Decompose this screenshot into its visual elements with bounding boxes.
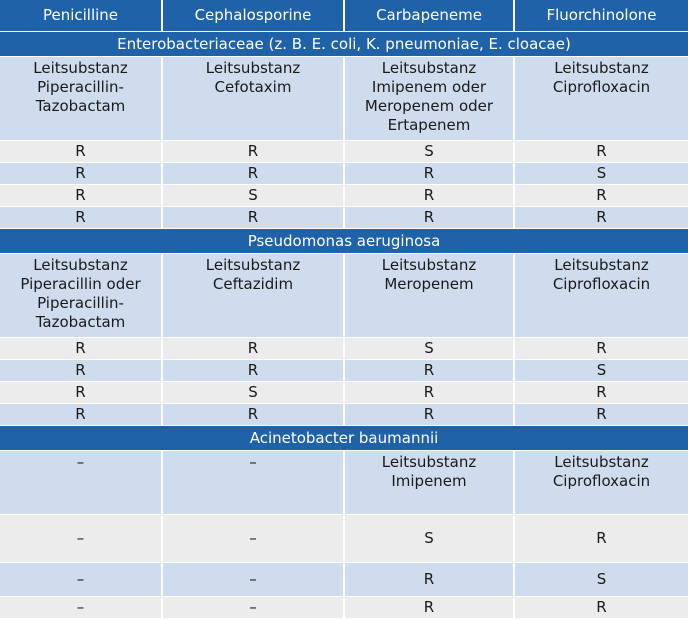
table-row [0, 360, 688, 382]
lead-substance-line: Meropenem [384, 275, 474, 293]
lead-substance-penicilline [0, 57, 162, 141]
lead-substance-penicilline [0, 451, 162, 515]
cell-penicilline: R [0, 141, 162, 163]
column-header-cephalosporine: Cephalosporine [162, 0, 344, 32]
table-row [0, 163, 688, 185]
cell-carbapeneme: S [344, 141, 514, 163]
cell-penicilline: R [0, 207, 162, 229]
cell-cephalosporine: R [162, 163, 344, 185]
cell-penicilline: R [0, 338, 162, 360]
lead-substance-line: Imipenem oder [371, 78, 487, 96]
table-row [0, 597, 688, 619]
lead-substance-line: – [76, 453, 85, 471]
cell-fluorchinolone: R [514, 597, 688, 619]
cell-carbapeneme: R [344, 563, 514, 597]
cell-carbapeneme: R [344, 163, 514, 185]
cell-fluorchinolone: S [514, 360, 688, 382]
section-title: Pseudomonas aeruginosa [0, 229, 688, 254]
cell-carbapeneme: S [344, 338, 514, 360]
lead-substance-fluorchinolone [514, 451, 688, 515]
cell-carbapeneme: R [344, 185, 514, 207]
header-row [0, 0, 688, 32]
cell-cephalosporine: – [162, 515, 344, 563]
table-row [0, 515, 688, 563]
lead-substance-line: Leitsubstanz [554, 256, 649, 274]
lead-substance-cephalosporine [162, 451, 344, 515]
lead-substance-cephalosporine [162, 254, 344, 338]
lead-substance-fluorchinolone [514, 254, 688, 338]
lead-substance-line: Leitsubstanz [381, 59, 477, 77]
lead-substance-row [0, 57, 688, 141]
lead-substance-line: Imipenem [391, 472, 467, 490]
cell-carbapeneme: R [344, 597, 514, 619]
lead-substance-row [0, 254, 688, 338]
cell-carbapeneme: R [344, 404, 514, 426]
lead-substance-line: Ceftazidim [212, 275, 294, 293]
section-header [0, 229, 688, 254]
lead-substance-carbapeneme [344, 57, 514, 141]
cell-fluorchinolone: S [514, 563, 688, 597]
cell-penicilline: R [0, 404, 162, 426]
cell-fluorchinolone: S [514, 163, 688, 185]
cell-fluorchinolone: R [514, 382, 688, 404]
cell-carbapeneme: R [344, 207, 514, 229]
lead-substance-line: Leitsubstanz [205, 256, 301, 274]
lead-substance-penicilline [0, 254, 162, 338]
section-header [0, 32, 688, 57]
table-row [0, 207, 688, 229]
cell-fluorchinolone: R [514, 404, 688, 426]
cell-fluorchinolone: R [514, 141, 688, 163]
cell-cephalosporine: R [162, 404, 344, 426]
lead-substance-line: Leitsubstanz [205, 59, 301, 77]
lead-substance-line: Ertapenem [387, 116, 471, 134]
lead-substance-carbapeneme [344, 451, 514, 515]
table-row [0, 338, 688, 360]
lead-substance-line: Tazobactam [35, 313, 126, 331]
lead-substance-line: Ciprofloxacin [552, 275, 651, 293]
section-header [0, 426, 688, 451]
lead-substance-row [0, 451, 688, 515]
lead-substance-cephalosporine [162, 57, 344, 141]
lead-substance-line: Leitsubstanz [381, 256, 477, 274]
table-row [0, 404, 688, 426]
lead-substance-line: Tazobactam [35, 97, 126, 115]
column-header-carbapeneme: Carbapeneme [344, 0, 514, 32]
cell-cephalosporine: – [162, 563, 344, 597]
lead-substance-line: Ciprofloxacin [552, 472, 651, 490]
table-row [0, 185, 688, 207]
table-row [0, 141, 688, 163]
lead-substance-line: Piperacillin oder [20, 275, 141, 293]
lead-substance-carbapeneme [344, 254, 514, 338]
lead-substance-line: Leitsubstanz [554, 59, 649, 77]
table-row [0, 382, 688, 404]
cell-carbapeneme: S [344, 515, 514, 563]
lead-substance-line: Piperacillin- [37, 78, 124, 96]
lead-substance-line: Piperacillin- [37, 294, 124, 312]
cell-penicilline: – [0, 563, 162, 597]
cell-penicilline: R [0, 360, 162, 382]
cell-cephalosporine: R [162, 338, 344, 360]
table-row [0, 563, 688, 597]
cell-fluorchinolone: R [514, 515, 688, 563]
cell-cephalosporine: S [162, 382, 344, 404]
cell-fluorchinolone: R [514, 207, 688, 229]
cell-fluorchinolone: R [514, 185, 688, 207]
cell-cephalosporine: – [162, 597, 344, 619]
section-title: Acinetobacter baumannii [0, 426, 688, 451]
lead-substance-line: – [249, 453, 257, 471]
cell-penicilline: R [0, 382, 162, 404]
lead-substance-line: Ciprofloxacin [552, 78, 651, 96]
lead-substance-line: Leitsubstanz [381, 453, 477, 471]
column-header-fluorchinolone: Fluorchinolone [514, 0, 688, 32]
section-title: Enterobacteriaceae (z. B. E. coli, K. pneumoniae, E. cloacae) [0, 32, 688, 57]
cell-penicilline: – [0, 515, 162, 563]
lead-substance-line: Leitsubstanz [554, 453, 649, 471]
cell-cephalosporine: S [162, 185, 344, 207]
lead-substance-line: Meropenem oder [364, 97, 494, 115]
cell-cephalosporine: R [162, 207, 344, 229]
column-header-penicilline: Penicilline [0, 0, 162, 32]
lead-substance-line: Leitsubstanz [33, 256, 128, 274]
cell-penicilline: R [0, 163, 162, 185]
lead-substance-line: Cefotaxim [214, 78, 292, 96]
cell-penicilline: – [0, 597, 162, 619]
lead-substance-line: Leitsubstanz [33, 59, 128, 77]
lead-substance-fluorchinolone [514, 57, 688, 141]
cell-penicilline: R [0, 185, 162, 207]
cell-cephalosporine: R [162, 360, 344, 382]
cell-fluorchinolone: R [514, 338, 688, 360]
cell-cephalosporine: R [162, 141, 344, 163]
cell-carbapeneme: R [344, 382, 514, 404]
cell-carbapeneme: R [344, 360, 514, 382]
